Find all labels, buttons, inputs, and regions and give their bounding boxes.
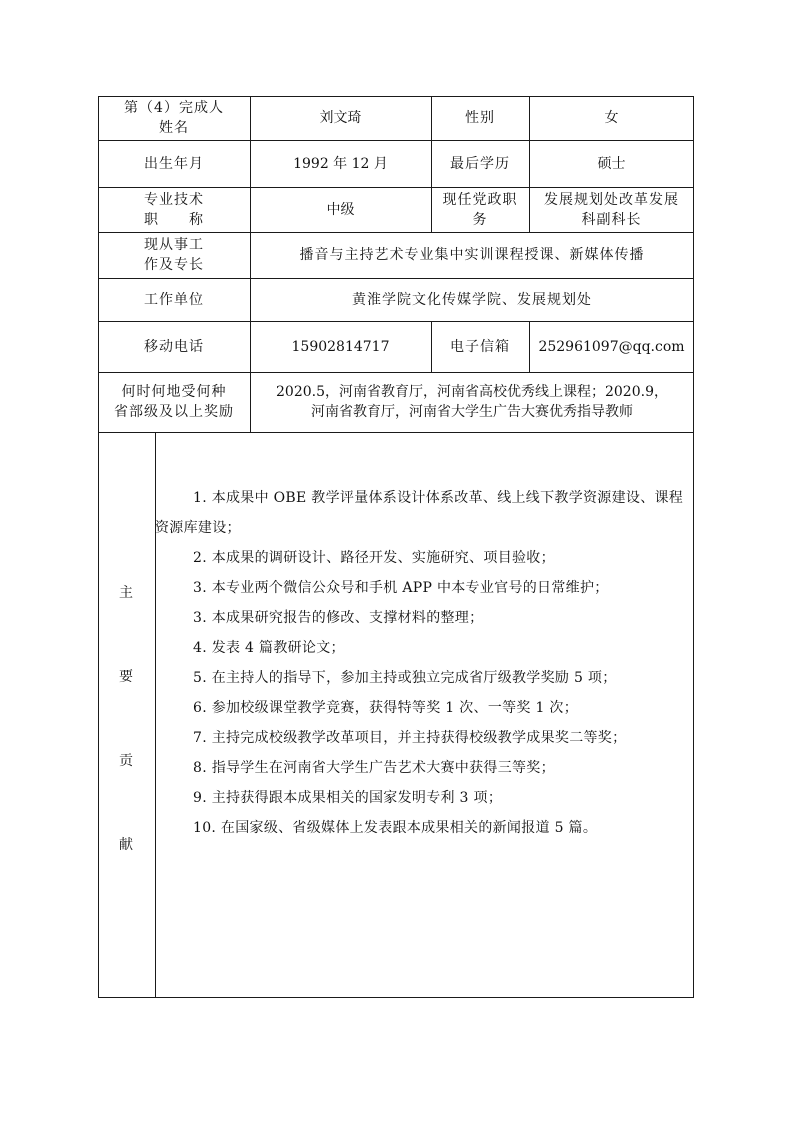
- contributions-list: [155, 483, 690, 843]
- list-item: 9. 主持获得跟本成果相关的国家发明专利 3 项；: [193, 790, 503, 806]
- education-label: 最后学历: [450, 155, 510, 172]
- email-value: 252961097@qq.com: [538, 338, 685, 355]
- list-item: 6. 参加校级课堂教学竞赛，获得特等奖 1 次、一等奖 1 次；: [193, 700, 579, 716]
- title-label: [98, 187, 250, 232]
- name-label-line2: 姓名: [159, 120, 189, 136]
- list-item: 3. 本成果研究报告的修改、支撑材料的整理；: [193, 610, 484, 626]
- contrib-label-char: 献: [119, 837, 133, 853]
- work-label-line1: 现从事工: [144, 237, 204, 253]
- list-item: 4. 发表 4 篇教研论文；: [193, 640, 345, 656]
- position-label-line1: 现任党政职: [442, 191, 518, 208]
- unit-value: 黄淮学院文化传媒学院、发展规划处: [352, 291, 592, 308]
- unit-label: 工作单位: [144, 291, 204, 308]
- title-value: 中级: [326, 201, 355, 218]
- contrib-label-char: 要: [119, 669, 133, 685]
- work-label: [98, 232, 250, 278]
- birth-label: 出生年月: [144, 155, 204, 172]
- name-value: 刘文琦: [319, 110, 362, 126]
- title-label-line2: 职 称: [144, 211, 204, 228]
- position-value-line1: 发展规划处改革发展: [544, 191, 679, 208]
- position-label-line2: 务: [472, 211, 488, 228]
- phone-value: 15902814717: [291, 338, 390, 355]
- title-label-line1: 专业技术: [144, 191, 204, 208]
- row-divider: [98, 432, 694, 433]
- award-label-line2: 省部级及以上奖励: [114, 404, 234, 420]
- list-item: 2. 本成果的调研设计、路径开发、实施研究、项目验收；: [193, 550, 555, 566]
- name-label-line1: 第（4）完成人: [124, 100, 224, 116]
- education-value: 硕士: [597, 155, 626, 172]
- list-item: 8. 指导学生在河南省大学生广告艺术大赛中获得三等奖；: [193, 760, 555, 776]
- award-value-line2: 河南省教育厅，河南省大学生广告大赛优秀指导教师: [311, 404, 633, 420]
- list-item: 3. 本专业两个微信公众号和手机 APP 中本专业官号的日常维护；: [193, 580, 609, 596]
- name-label: [98, 96, 250, 140]
- award-label: [98, 372, 250, 432]
- list-item: 7. 主持完成校级教学改革项目，并主持获得校级教学成果奖二等奖；: [193, 730, 627, 746]
- work-value: 播音与主持艺术专业集中实训课程授课、新媒体传播: [299, 247, 645, 263]
- award-value: [250, 372, 694, 432]
- position-value-line2: 科副科长: [581, 211, 642, 228]
- gender-label: 性别: [465, 110, 495, 126]
- list-item: 10. 在国家级、省级媒体上发表跟本成果相关的新闻报道 5 篇。: [193, 820, 598, 836]
- work-label-line2: 作及专长: [144, 257, 204, 273]
- position-value: [529, 187, 694, 232]
- award-label-line1: 何时何地受何种: [121, 384, 227, 400]
- list-item: 1. 本成果中 OBE 教学评量体系设计体系改革、线上线下教学资源建设、课程资源库建设；: [155, 490, 684, 536]
- gender-value: 女: [604, 110, 619, 126]
- phone-label: 移动电话: [144, 338, 204, 355]
- email-label: 电子信箱: [450, 338, 510, 355]
- contrib-label-char: 贡: [119, 753, 133, 769]
- contrib-label-char: 主: [119, 585, 133, 601]
- position-label: [431, 187, 529, 232]
- list-item: 5. 在主持人的指导下，参加主持或独立完成省厅级教学奖励 5 项；: [193, 670, 617, 686]
- award-value-line1: 2020.5，河南省教育厅，河南省高校优秀线上课程；2020.9，: [276, 384, 668, 400]
- birth-value: 1992 年 12 月: [293, 155, 388, 172]
